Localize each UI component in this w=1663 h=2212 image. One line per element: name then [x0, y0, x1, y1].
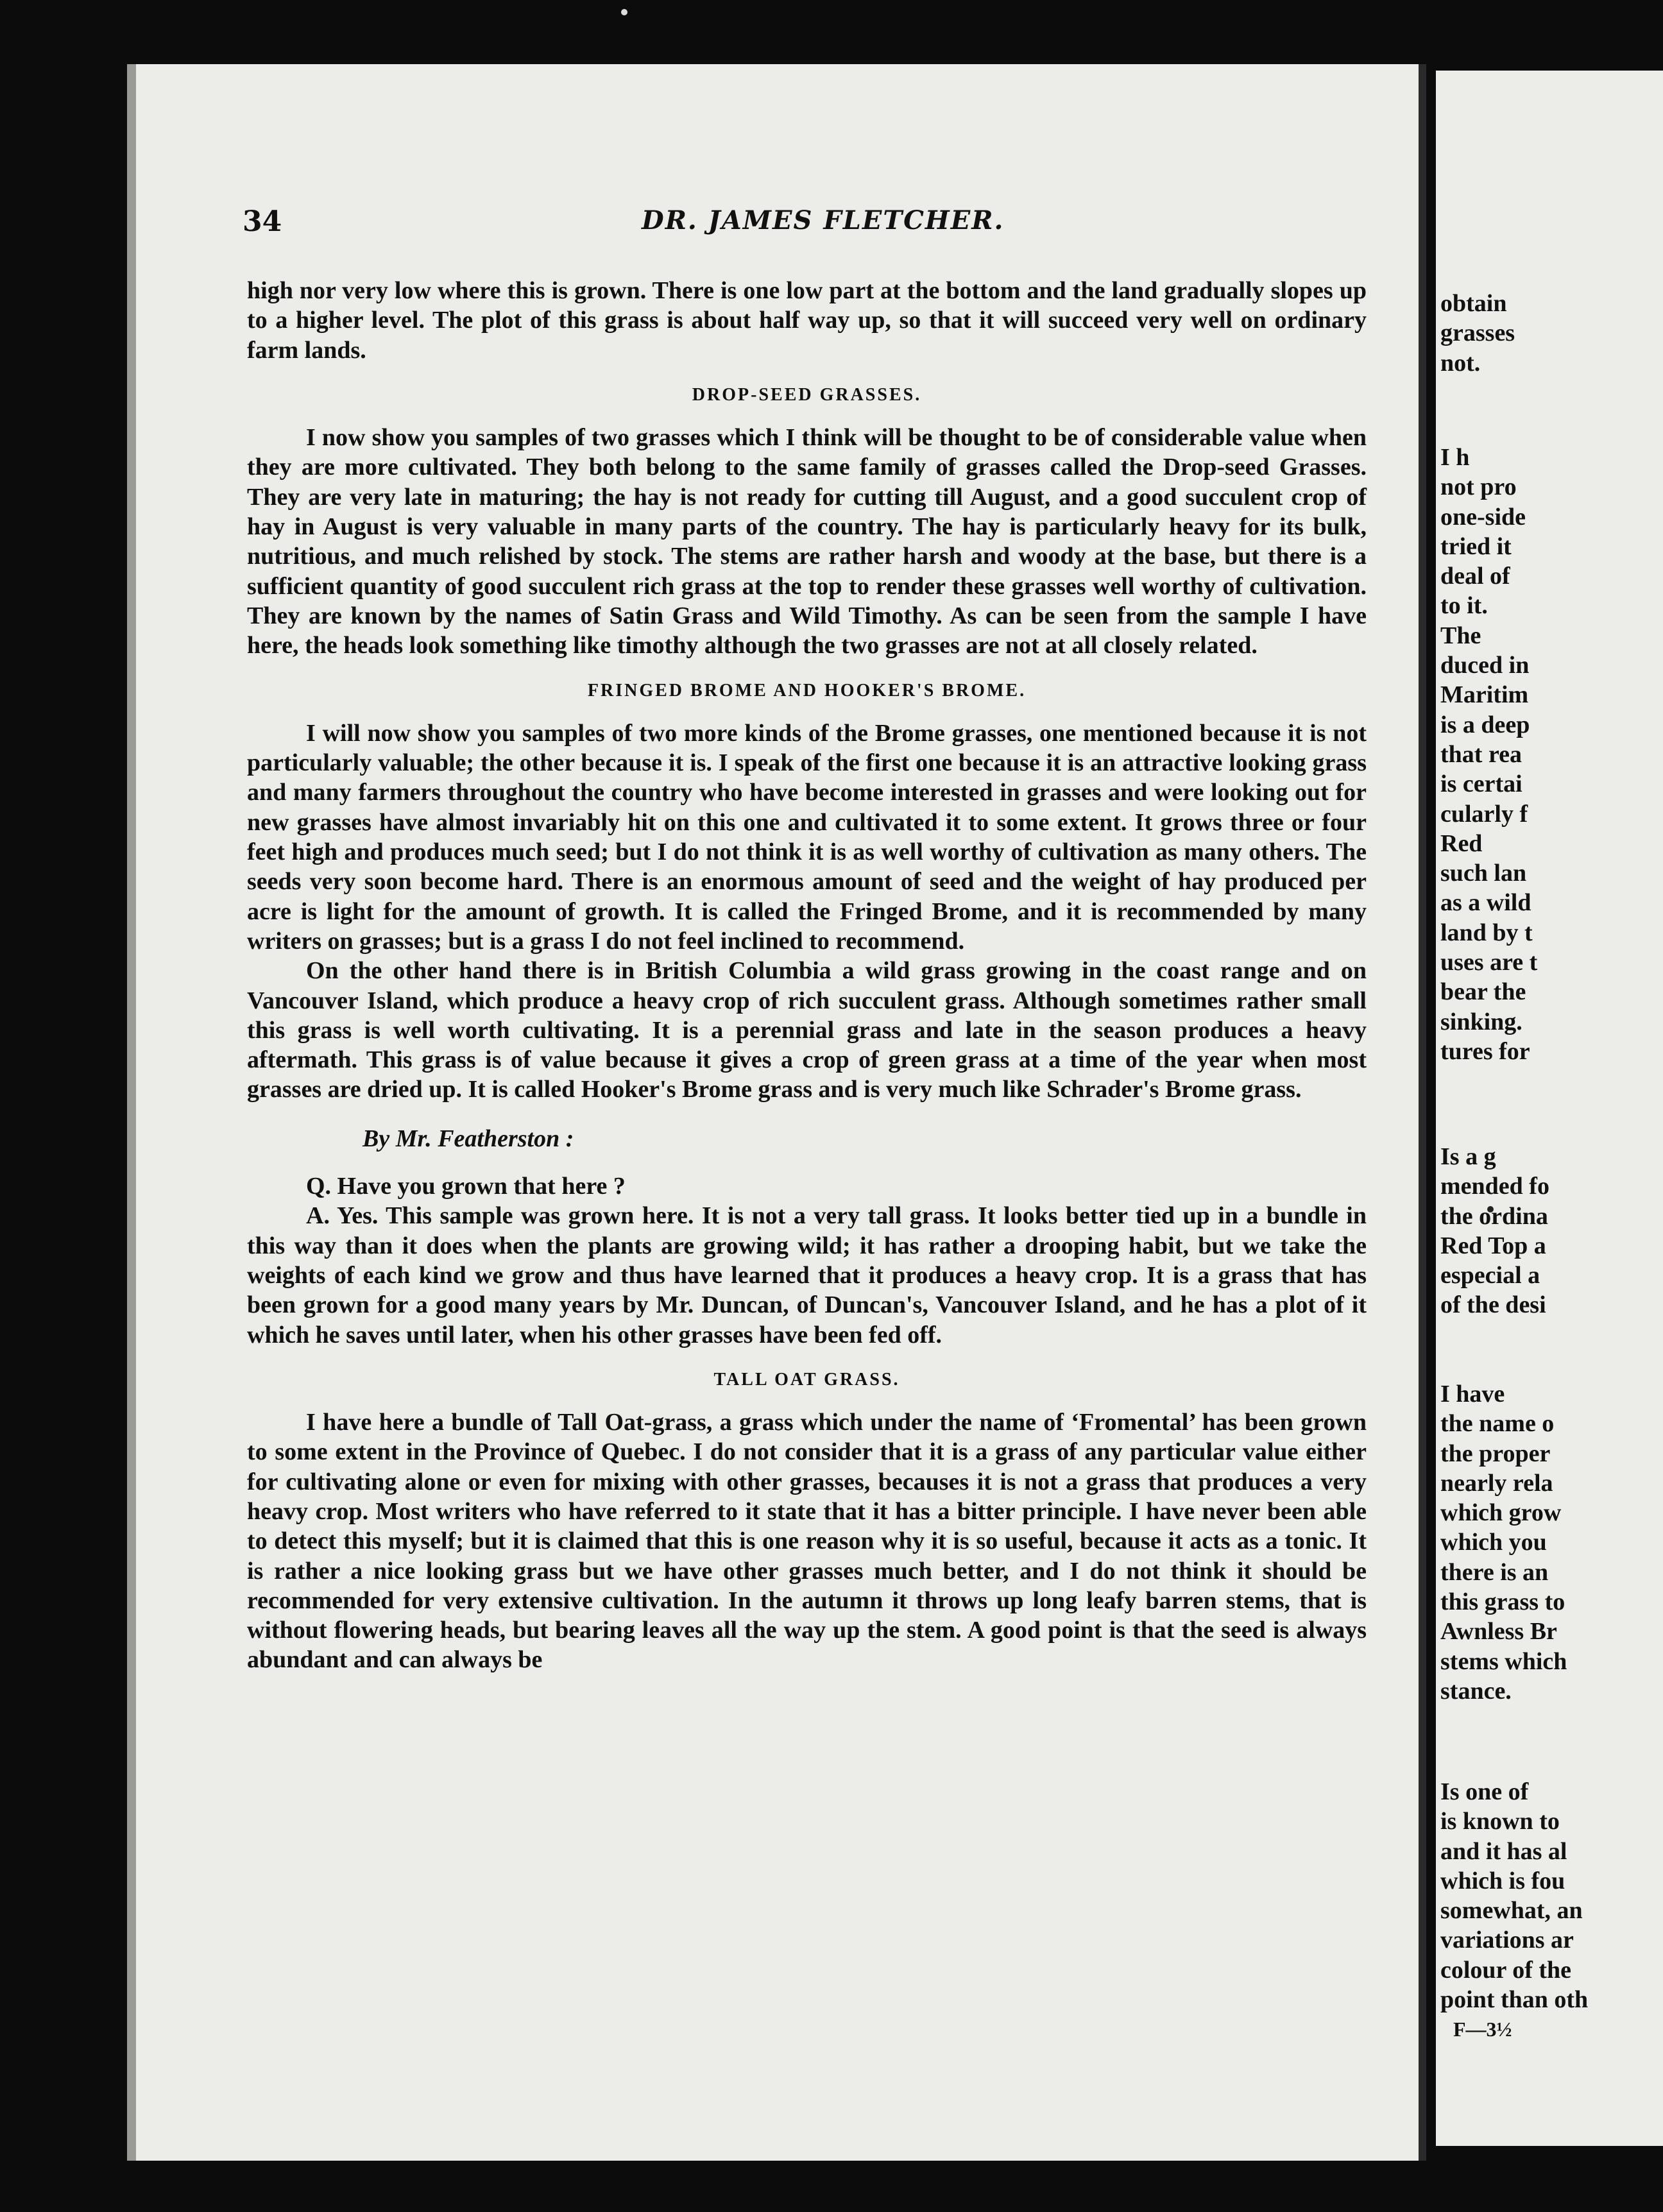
right-text-line: is a deep — [1440, 711, 1530, 738]
right-text-line: Red — [1440, 830, 1483, 857]
right-text-line: I have — [1440, 1381, 1505, 1408]
right-text-line: Is one of — [1440, 1778, 1529, 1805]
paragraph: On the other hand there is in British Columbia a wild grass growing in the coast range and on Vancouver Island, which produce a heavy crop of rich succulent grass. Although sometimes rather small this grass is well worth cultivating. It is a perennial grass and late in the season produces a heavy aftermath. This grass is of value because it gives a crop of green grass at a time of the year when most grasses are dried up. It is called Hooker's Brome grass and is very much like Schrader's Brome grass. — [247, 957, 1367, 1103]
right-text-line: grasses — [1440, 319, 1515, 347]
page-number: 34 — [243, 205, 282, 238]
right-text-line: the name o — [1440, 1410, 1555, 1438]
right-text-line: duced in — [1440, 652, 1530, 679]
right-text-line: The — [1440, 622, 1481, 649]
right-text-line: nearly rela — [1440, 1469, 1553, 1497]
right-text-line: Maritim — [1440, 681, 1529, 709]
right-text-line: as a wild — [1440, 889, 1531, 917]
paragraph: I now show you samples of two grasses which I think will be thought to be of considerable value when they are more cultivated. They both belong to the same family of grasses called the Drop-seed Grasses. They are very late in maturing; the hay is not ready for cutting till August, and a good succulent crop of hay in August is very valuable in many parts of the country. The hay is particularly heavy for its bulk, nutritious, and much relished by stock. The stems are rather harsh and woody at the base, but there is a sufficient quantity of good succulent rich grass at the top to render these grasses well worthy of cultivation. They are known by the names of Satin Grass and Wild Timothy. As can be seen from the sample I have here, the heads look something like timothy although the two grasses are not at all closely related. — [247, 424, 1367, 659]
right-text-line: point than oth — [1440, 1986, 1589, 2014]
right-text-line: that rea — [1440, 740, 1522, 768]
question-line: Q. Have you grown that here ? — [306, 1173, 626, 1200]
right-text-line: the proper — [1440, 1440, 1551, 1467]
right-text-line: deal of — [1440, 563, 1510, 590]
right-text-line: to it. — [1440, 592, 1488, 620]
speaker-line: By Mr. Featherston : — [362, 1125, 574, 1152]
right-text-line: not. — [1440, 349, 1481, 377]
right-text-block — [1453, 2014, 1512, 2044]
right-text-line: which grow — [1440, 1499, 1562, 1527]
right-text-block — [1440, 1777, 1588, 2014]
right-text-line: I h — [1440, 444, 1470, 471]
right-text-line: Awnless Br — [1440, 1618, 1557, 1646]
left-page-body — [247, 276, 1367, 1675]
right-text-line: is certai — [1440, 770, 1522, 798]
right-text-line: especial a — [1440, 1262, 1540, 1289]
right-text-line: which is fou — [1440, 1867, 1565, 1894]
section-heading: DROP-SEED GRASSES. — [692, 384, 922, 405]
right-text-line: stance. — [1440, 1677, 1512, 1705]
right-text-line: stems which — [1440, 1647, 1567, 1675]
right-text-line: not pro — [1440, 473, 1517, 501]
right-text-line: one-side — [1440, 503, 1526, 531]
right-text-block — [1440, 1142, 1549, 1320]
right-text-block — [1440, 1379, 1567, 1706]
right-text-line: variations ar — [1440, 1927, 1574, 1954]
right-text-line: of the desi — [1440, 1291, 1546, 1319]
right-text-line: uses are t — [1440, 949, 1538, 976]
section-heading: FRINGED BROME AND HOOKER'S BROME. — [587, 680, 1027, 701]
right-text-line: such lan — [1440, 860, 1527, 887]
right-text-line: Is a g — [1440, 1143, 1496, 1170]
paragraph: I have here a bundle of Tall Oat-grass, a grass which under the name of ‘Fromental’ has been grown to some extent in the Province of Quebec. I do not consider that it is a grass of any particular value either for cultivating alone or even for mixing with other grasses, becauses it is not a grass that produces a very heavy crop. Most writers who have referred to it state that it has a bitter principle. I have never been able to detect this myself; but it is claimed that this is one reason why it is so useful, because it acts as a tonic. It is rather a nice looking grass but we have other grasses much better, and I do not think it should be recommended for very extensive cultivation. In the autumn it throws up long leafy barren stems, that is without flowering heads, but bearing leaves all the way up the stem. A good point is that the seed is always abundant and can always be — [247, 1409, 1367, 1674]
right-text-block — [1440, 443, 1537, 1066]
right-text-line: is known to — [1440, 1808, 1560, 1835]
right-text-line: tures for — [1440, 1037, 1530, 1065]
right-text-line: there is an — [1440, 1558, 1549, 1586]
scan-speck — [621, 9, 627, 15]
opening-paragraph: high nor very low where this is grown. There is one low part at the bottom and the land gradually slopes up to a higher level. The plot of this grass is about half way up, so that it will succeed very well on ordinary farm lands. — [247, 277, 1367, 364]
right-text-line: somewhat, an — [1440, 1897, 1583, 1925]
running-head: DR. JAMES FLETCHER. — [642, 205, 1005, 235]
right-text-line: land by t — [1440, 919, 1533, 946]
section-heading: TALL OAT GRASS. — [713, 1369, 900, 1390]
right-text-line: the ordina — [1440, 1202, 1548, 1230]
right-text-line: and it has al — [1440, 1837, 1567, 1865]
right-text-line: which you — [1440, 1529, 1547, 1556]
right-text-block — [1440, 289, 1515, 378]
right-text-line: this grass to — [1440, 1588, 1565, 1616]
right-text-line: colour of the — [1440, 1956, 1572, 1984]
right-text-line: bear the — [1440, 978, 1526, 1006]
paragraph: I will now show you samples of two more kinds of the Brome grasses, one mentioned because it is not particularly valuable; the other because it is. I speak of the first one because it is an attractive looking grass and many farmers throughout the country who have become interested in grasses and were looking out for new grasses have almost invariably hit on this one and cultivated it to some extent. It grows three or four feet high and produces much seed; but I do not think it is as well worthy of cultivation as many others. The seeds very soon become hard. There is an enormous amount of seed and the weight of hay produced per acre is light for the amount of growth. It is called the Fringed Brome, and it is recommended by many writers on grasses; but is a grass I do not feel inclined to recommend. — [247, 719, 1367, 955]
answer-paragraph: A. Yes. This sample was grown here. It is not a very tall grass. It looks better tied up in a bundle in this way than it does when the plants are growing wild; it has rather a drooping habit, but we take the weights of each kind we grow and thus have learned that it produces a heavy crop. It is a grass that has been grown for a good many years by Mr. Duncan, of Duncan's, Vancouver Island, and he has a plot of it which he saves until later, when his other grasses have been fed off. — [247, 1202, 1367, 1348]
right-text-line: sinking. — [1440, 1008, 1522, 1035]
right-text-line: mended fo — [1440, 1173, 1549, 1200]
right-text-line: Red Top a — [1440, 1232, 1546, 1259]
right-text-line: obtain — [1440, 290, 1507, 317]
right-text-line: tried it — [1440, 532, 1512, 560]
right-text-line: F—3½ — [1453, 2018, 1512, 2041]
right-text-line: cularly f — [1440, 800, 1528, 828]
